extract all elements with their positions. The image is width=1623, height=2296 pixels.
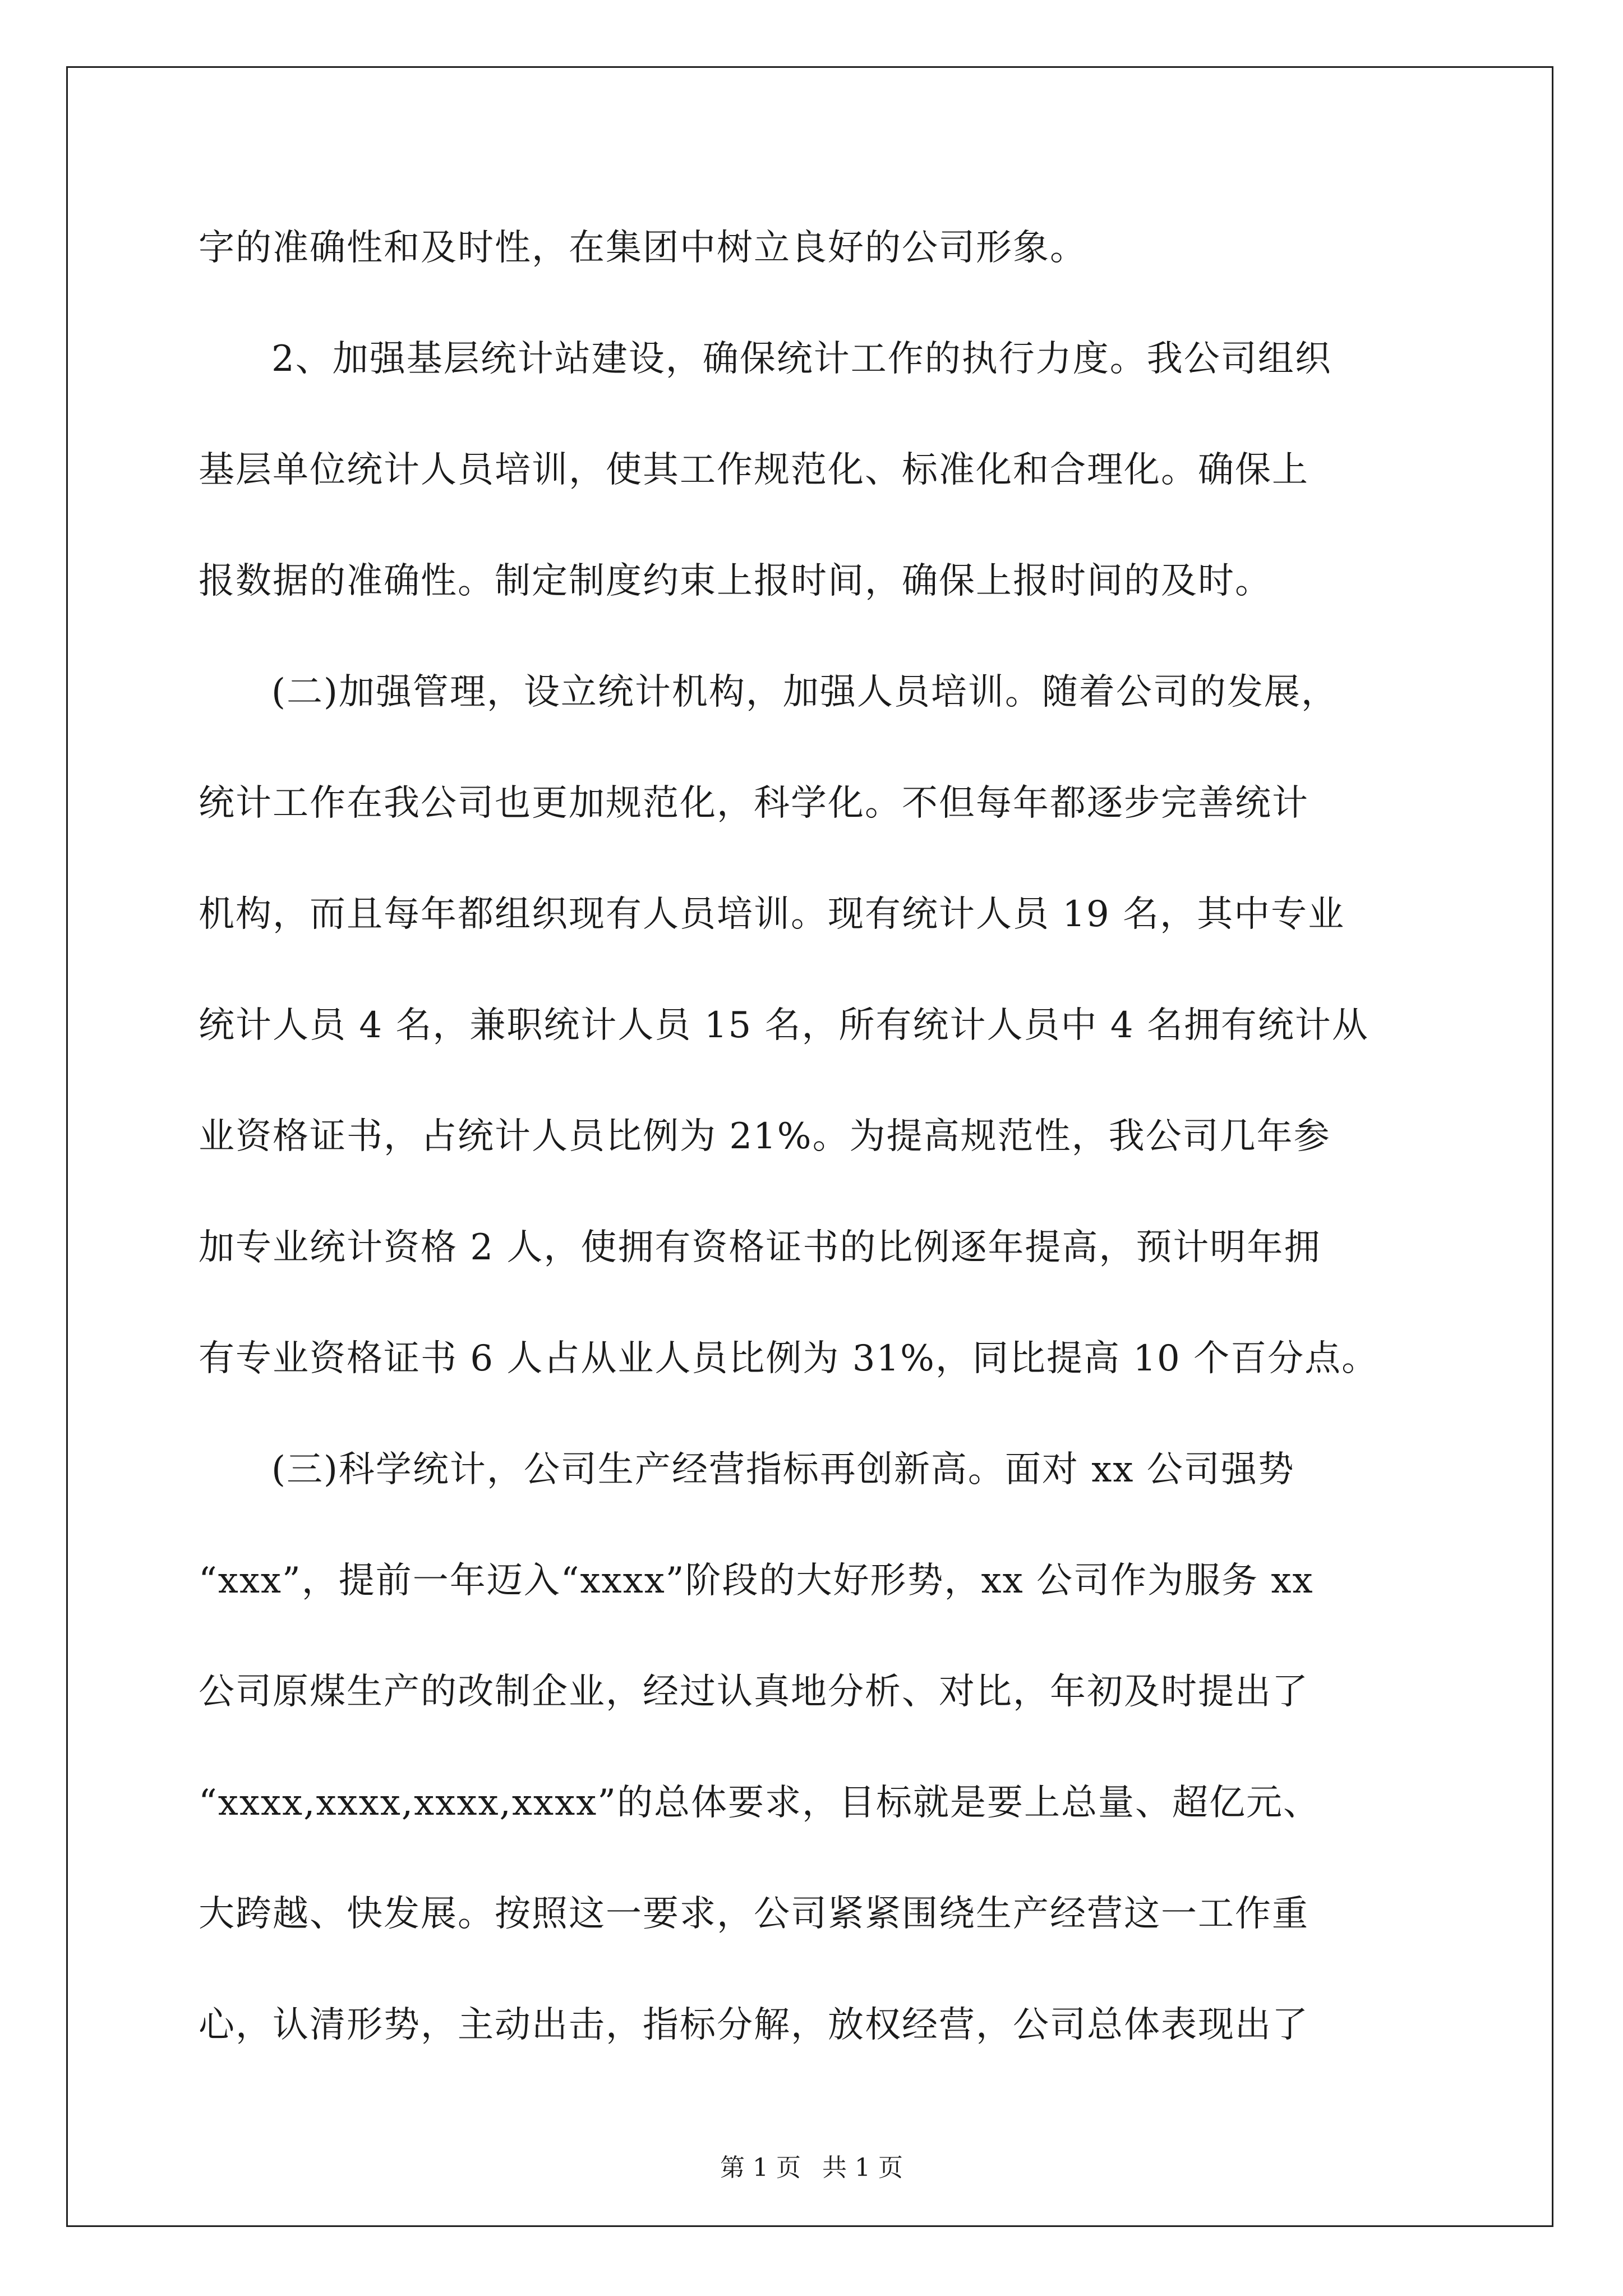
page-number: 第 1 页 [720, 2154, 801, 2182]
text-line: 公司原煤生产的改制企业，经过认真地分析、对比，年初及时提出了 [199, 1671, 1309, 1713]
text-line: 业资格证书，占统计人员比例为 21%。为提高规范性，我公司几年参 [199, 1116, 1331, 1157]
text-line: 心，认清形势，主动出击，指标分解，放权经营，公司总体表现出了 [199, 2004, 1309, 2046]
text-line: 加专业统计资格 2 人，使拥有资格证书的比例逐年提高，预计明年拥 [199, 1227, 1321, 1268]
text-line: 大跨越、快发展。按照这一要求，公司紧紧围绕生产经营这一工作重 [199, 1893, 1309, 1935]
text-line: 统计工作在我公司也更加规范化，科学化。不但每年都逐步完善统计 [199, 783, 1309, 824]
text-line: 2、加强基层统计站建设，确保统计工作的执行力度。我公司组织 [271, 338, 1332, 380]
text-line: 机构，而且每年都组织现有人员培训。现有统计人员 19 名，其中专业 [199, 894, 1345, 935]
document-body [199, 192, 1438, 2081]
text-line: 字的准确性和及时性，在集团中树立良好的公司形象。 [199, 227, 1087, 269]
text-line: 报数据的准确性。制定制度约束上报时间，确保上报时间的及时。 [199, 560, 1272, 602]
text-line: 统计人员 4 名，兼职统计人员 15 名，所有统计人员中 4 名拥有统计从 [199, 1005, 1369, 1046]
text-line: (二)加强管理，设立统计机构，加强人员培训。随着公司的发展， [271, 671, 1338, 713]
text-line: (三)科学统计，公司生产经营指标再创新高。面对 xx 公司强势 [271, 1449, 1295, 1490]
text-line: 基层单位统计人员培训，使其工作规范化、标准化和合理化。确保上 [199, 449, 1309, 491]
text-line: “xxx”，提前一年迈入“xxxx”阶段的大好形势，xx 公司作为服务 xx [199, 1560, 1314, 1602]
total-pages: 共 1 页 [822, 2154, 903, 2182]
text-line: “xxxx,xxxx,xxxx,xxxx”的总体要求，目标就是要上总量、超亿元、 [199, 1782, 1320, 1824]
text-line: 有专业资格证书 6 人占从业人员比例为 31%，同比提高 10 个百分点。 [199, 1338, 1379, 1379]
page-footer [0, 2151, 1623, 2185]
